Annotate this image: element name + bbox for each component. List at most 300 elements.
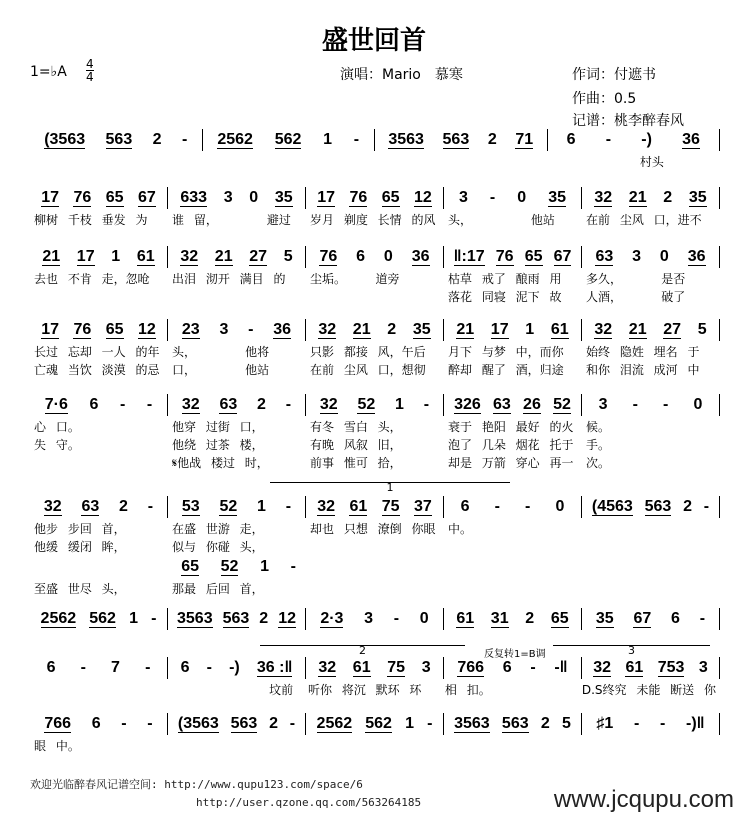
measure [548,129,721,151]
measure [306,246,444,268]
lyric-cell: 𝄋他战 楼过 时， [172,455,269,470]
note: 562 [365,715,392,732]
staff-system [30,656,720,698]
note: 326 [454,396,481,413]
footer-line-1: 欢迎光临醉春风记谱空间: http://www.qupu123.com/space/6 [30,778,363,791]
note: 35 [595,610,614,627]
lyric-line [30,417,720,435]
note: 753 [657,659,685,676]
lyric-cell: 坟前 [170,682,294,697]
lyric-cell: 他绕 过茶 楼， [172,437,264,452]
note: 6 [566,131,576,148]
note: 52 [357,396,376,413]
note: 32 [594,189,613,206]
notes-row [30,245,720,269]
note: 0 [555,498,565,515]
note: 52 [219,498,238,515]
note: - [181,131,188,148]
note: 76 [319,248,338,265]
staff-system [30,318,720,378]
transcriber: 记谱：桃李醉春风 [572,113,684,129]
measure [444,187,582,209]
measure [30,657,168,679]
measure [582,608,720,630]
note: 3 [364,610,374,627]
lyric-cell: 有晚 风叙 旧， [310,437,402,452]
lyric-cell: 前事 惟可 拾， [310,455,402,470]
lyric-cell: 多久， 是否 [586,271,686,286]
note: 2 [540,715,550,732]
lyric-line [30,680,720,698]
note: - [285,396,292,413]
lyric-cell: 有冬 雪白 头， [310,419,402,434]
note: 3 [632,248,642,265]
note: 21 [42,248,61,265]
note: - [145,659,151,676]
note: - [530,659,536,676]
lyric-cell: 柳树 千枝 垂发 为 [34,212,148,227]
note: - [703,498,710,515]
measure [582,657,720,679]
watermark: www.jcqupu.com [553,786,734,813]
lyric-cell: 枯草 戒了 酿雨 用 [448,271,562,286]
note: 21 [628,321,647,338]
measure [30,246,168,268]
note: 5 [697,321,707,338]
measure [168,713,306,735]
measure [306,319,444,341]
note: - [525,498,531,515]
lyric-line [30,579,720,597]
lyric-cell: 似与 你碰 头， [172,539,264,554]
note: 76 [73,321,92,338]
note: - [699,610,706,627]
staff-system [30,607,720,631]
measure [168,608,306,630]
measure [444,246,582,268]
measure [168,246,306,268]
measure [444,713,582,735]
key-signature: 1=♭A [30,64,67,80]
measure [30,608,168,630]
note: - [248,321,254,338]
note: 32 [319,396,338,413]
note: 2 [387,321,397,338]
measure [168,657,306,679]
lyric-cell: 醉却 醒了 酒，归途 [448,362,564,377]
note: 61 [625,659,644,676]
note: 2 [119,498,128,515]
measure [582,319,720,341]
note: 7 [111,659,120,676]
note: 3 [459,189,468,206]
measure [375,129,548,151]
note: 61 [456,610,475,627]
measure [30,187,168,209]
note: 76 [349,189,368,206]
note: - [353,131,360,148]
note: 63 [595,248,614,265]
lyric-line [30,210,720,228]
lyric-line [30,152,720,170]
measure [306,713,444,735]
note: 2562 [217,131,253,148]
note: -) [229,659,240,676]
note: 562 [89,610,116,627]
lyric-cell: 在前 尘风 口，进不 [586,212,702,227]
note: 67 [633,610,652,627]
note: 1 [525,321,535,338]
measure [582,187,720,209]
note: 32 [317,498,336,515]
note: 3 [223,189,233,206]
note: 6 [671,610,680,627]
lyric-cell: 听你 将沉 默环 环 [307,682,422,697]
note: - [659,715,666,732]
note: 76 [495,248,514,265]
note: 21 [214,248,233,265]
note: 563 [105,131,133,148]
notes-row [30,712,720,736]
note: 26 [523,396,541,413]
note: 766 [457,659,485,676]
note: 17 [76,248,95,265]
note: 562 [274,131,302,148]
note: 1 [323,131,333,148]
note: 65 [550,610,569,627]
measure [444,319,582,341]
lyric-cell: 口， 他站 [172,362,270,377]
note: 76 [73,189,92,206]
note: 63 [493,396,511,413]
note: - [289,715,296,732]
note: - [494,498,500,515]
lyric-cell: 泡了 几朵 烟花 托于 [448,437,574,452]
note: 71 [515,131,534,148]
lyric-cell: 在前 尘风 口，想彻 [310,362,426,377]
note: 27 [249,248,268,265]
note: 563 [222,610,250,627]
note: (3563 [177,715,219,732]
lyric-cell: 失 守。 [34,437,80,452]
measure [168,187,306,209]
measure [444,657,582,679]
note: - [423,396,430,413]
modulation-note: 反复转1=B调 [484,649,546,660]
note: 2 [663,189,673,206]
note: 35 [548,189,566,206]
volta-3: 3 [553,645,710,656]
note: - [147,715,153,732]
measure [444,394,582,416]
lyric-cell: 去也 不肯 走，忽呛 [34,271,150,286]
note: 2562 [316,715,353,732]
lyric-line [30,736,720,754]
note: 1 [260,558,269,575]
note: 67 [137,189,156,206]
note: 17 [41,189,60,206]
note: 2 [259,610,269,627]
lyric-line [30,342,720,360]
note: 32 [181,396,200,413]
note: - [633,715,640,732]
lyric-cell: 他缓 缓闭 眸， [34,539,126,554]
note: 1 [129,610,138,627]
measure [203,129,376,151]
measure [306,496,444,518]
measure [168,496,306,518]
alt-notes-row [30,555,720,579]
time-top: 4 [86,57,94,71]
lyric-cell: 只影 都接 风，午后 [310,344,426,359]
note: 67 [553,248,572,265]
time-bottom: 4 [86,70,94,84]
notes-row [30,656,720,680]
note: 17 [41,321,60,338]
lyric-cell: 眼 中。 [34,738,80,753]
time-signature [86,58,94,83]
note: 12 [137,321,156,338]
note: 35 [688,189,707,206]
note: 3 [698,659,708,676]
lyric-cell: 出泪 沏开 满目 的 [172,271,286,286]
note: - [632,396,638,413]
note: 2 [487,131,497,148]
note: 6 [89,396,99,413]
notes-row [30,186,720,210]
footer-line-2: http://user.qzone.qq.com/563264185 [196,796,422,809]
note: 2·3 [320,610,344,627]
note: 61 [349,498,368,515]
staff-system [30,245,720,305]
note: 61 [136,248,155,265]
lyricist: 作词：付遮书 [572,67,656,83]
measure [30,713,168,735]
volta-2: 2 [260,645,465,656]
note: - [119,396,126,413]
note: 0 [249,189,259,206]
lyric-cell: 却是 万箭 穿心 再一 [448,455,574,470]
lyric-line [30,269,720,287]
notes-row [30,128,720,152]
note: 7·6 [44,396,68,413]
note: 12 [278,610,296,627]
lyric-cell: 尘垢。 道旁 [310,271,400,286]
note: 3563 [177,610,213,627]
note: 32 [43,498,62,515]
note: 0 [419,610,429,627]
note: 766 [44,715,72,732]
note: 75 [387,659,406,676]
note: 75 [381,498,400,515]
measure [30,129,203,151]
note: 61 [352,659,371,676]
lyric-cell: 心 口。 [34,419,80,434]
measure [306,608,444,630]
note: ♯1 [596,715,614,732]
note: 32 [180,248,199,265]
note: (3563 [44,131,86,148]
note: 65 [105,321,124,338]
note: 36 [411,248,430,265]
note: 1 [405,715,414,732]
note: - [146,396,153,413]
note: 6 [91,715,101,732]
note: 2 [152,131,162,148]
note: 0 [383,248,393,265]
note: 6 [356,248,366,265]
lyric-line [30,360,720,378]
lyric-cell: 衰于 艳阳 最好 的火 [448,419,574,434]
lyric-cell: D.S终究 未能 断送 你 [581,682,716,697]
notes-row [30,393,720,417]
note: - [393,610,400,627]
measure [582,394,720,416]
lyric-cell: 和你 泪流 成河 中 [586,362,700,377]
measure [30,319,168,341]
singer: 演唱：Mario 慕寒 [340,67,463,83]
note: (4563 [591,498,633,515]
note: 563 [230,715,258,732]
note: 65 [524,248,543,265]
note: - [663,396,669,413]
note: 12 [413,189,432,206]
lyric-line [30,537,720,555]
lyric-cell: 亡魂 当饮 淡漠 的忌 [34,362,160,377]
note: - [290,558,296,575]
measure [168,319,306,341]
measure [30,496,168,518]
note: 3563 [388,131,424,148]
note: -)‖ [686,715,705,732]
lyric-line [30,453,720,471]
lyric-cell: 村头 [551,154,664,169]
note: 63 [81,498,100,515]
notes-row [30,607,720,631]
note: 35 [412,321,431,338]
note: 52 [553,396,571,413]
note: 65 [181,558,200,575]
note: - [121,715,127,732]
note: 32 [593,659,612,676]
note: 53 [181,498,200,515]
notes-row [30,495,720,519]
note: 17 [317,189,336,206]
note: -) [641,131,652,148]
lyric-cell: 至盛 世尽 头， [34,581,126,596]
note: 65 [105,189,124,206]
note: 6 [502,659,512,676]
note: 5 [561,715,571,732]
note: 1 [111,248,121,265]
lyric-cell: 候。 [586,419,611,434]
note: 36 [687,248,706,265]
measure [306,657,444,679]
note: - [206,659,212,676]
note: 32 [318,321,337,338]
lyric-cell: 落花 同寝 泥下 故 [448,289,562,304]
measure [582,496,720,518]
note: 23 [181,321,200,338]
lyric-line [30,287,720,305]
note: - [80,659,86,676]
song-title: 盛世回首 [321,26,426,56]
note: 6 [180,659,190,676]
note: 0 [693,396,703,413]
note: 36 :‖ [256,659,293,676]
staff-system [30,712,720,754]
lyric-cell: 中。 [448,521,473,536]
note: 0 [517,189,527,206]
note: 36 [273,321,292,338]
note: 35 [274,189,293,206]
note: - [151,610,157,627]
note: 52 [220,558,239,575]
measure [582,246,720,268]
note: 21 [456,321,475,338]
measure [306,187,444,209]
staff-system [30,393,720,471]
note: 27 [663,321,682,338]
lyric-cell: 头， 他将 [172,344,270,359]
note: 32 [318,659,337,676]
note: 63 [219,396,238,413]
lyric-cell: 头， 他站 [448,212,555,227]
note: 3 [598,396,608,413]
note: 1 [257,498,266,515]
staff-system [30,495,720,597]
note: - [427,715,433,732]
note: 1 [395,396,404,413]
note: 3 [219,321,229,338]
note: 563 [501,715,529,732]
note: 563 [644,498,672,515]
note: 2 [257,396,266,413]
note: 17 [490,321,509,338]
note: 31 [490,610,509,627]
note: 2 [683,498,692,515]
note: 61 [550,321,569,338]
note: - [147,498,154,515]
note: - [489,189,496,206]
measure [168,394,306,416]
lyric-cell: 他穿 过街 口， [172,419,264,434]
note: 633 [180,189,208,206]
staff-system [30,186,720,228]
composer: 作曲：0.5 [572,91,637,107]
note: 2 [269,715,278,732]
lyric-cell: 次。 [586,455,611,470]
measure [30,394,168,416]
note: 32 [594,321,613,338]
staff-system [30,128,720,170]
note: 21 [352,321,371,338]
lyric-cell: 岁月 剃度 长情 的风 [310,212,436,227]
measure [582,713,720,735]
note: 2 [525,610,535,627]
note: 36 [682,131,700,148]
lyric-cell: 人酒， 破了 [586,289,686,304]
note: 3563 [454,715,490,732]
lyric-cell: 在盛 世游 走， [172,521,264,536]
note: ‖:17 [453,248,485,265]
notes-row [30,318,720,342]
lyric-cell: 始终 隐姓 埋名 于 [586,344,700,359]
note: 21 [628,189,647,206]
note: 6 [46,659,56,676]
measure [444,496,582,518]
note: 563 [442,131,470,148]
